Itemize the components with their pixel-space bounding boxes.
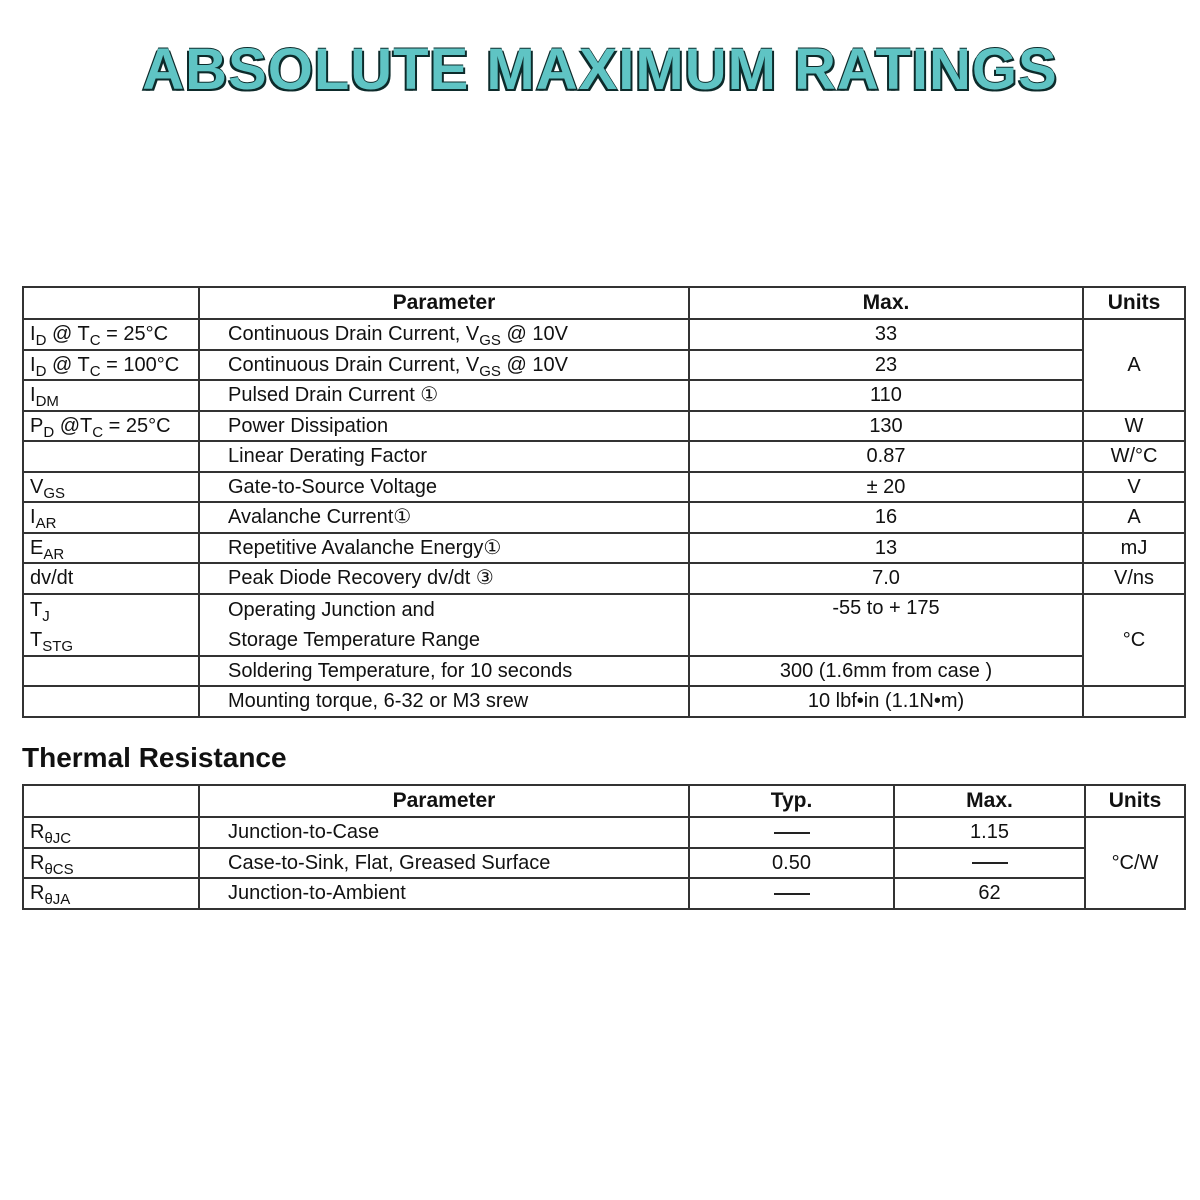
typ-cell bbox=[689, 878, 894, 909]
table-row bbox=[23, 878, 1185, 909]
symbol-cell bbox=[23, 686, 199, 717]
thermal-header-row bbox=[23, 785, 1185, 817]
max-cell: 1.15 bbox=[894, 817, 1085, 848]
symbol-cell: $R_{\theta JA}$ bbox=[23, 878, 199, 909]
units-cell: W/°C bbox=[1083, 441, 1185, 472]
max-cell: 110 bbox=[689, 380, 1083, 411]
max-cell bbox=[894, 848, 1085, 879]
parameter-cell: Mounting torque, 6-32 or M3 srew bbox=[199, 686, 689, 717]
thermal-resistance-table bbox=[22, 784, 1186, 910]
parameter-cell: Pulsed Drain Current ① bbox=[199, 380, 689, 411]
parameter-cell: Junction-to-Case bbox=[199, 817, 689, 848]
symbol-cell: dv/dt bbox=[23, 563, 199, 594]
symbol-cell: $E_{AR}$ bbox=[23, 533, 199, 564]
header-units: Units bbox=[1085, 785, 1185, 817]
parameter-cell: Peak Diode Recovery dv/dt ③ bbox=[199, 563, 689, 594]
dash-mark bbox=[774, 832, 810, 834]
header-typ: Typ. bbox=[689, 785, 894, 817]
units-cell: mJ bbox=[1083, 533, 1185, 564]
symbol-cell: $I_D$ @ $T_C = 25^\circ C$ bbox=[23, 319, 199, 350]
units-cell: W bbox=[1083, 411, 1185, 442]
units-cell: V/ns bbox=[1083, 563, 1185, 594]
parameter-cell: Avalanche Current① bbox=[199, 502, 689, 533]
max-cell: 23 bbox=[689, 350, 1083, 381]
parameter-cell: Soldering Temperature, for 10 seconds bbox=[199, 656, 689, 687]
table-row bbox=[23, 686, 1185, 717]
parameter-cell: Junction-to-Ambient bbox=[199, 878, 689, 909]
table-row bbox=[23, 563, 1185, 594]
max-cell: 130 bbox=[689, 411, 1083, 442]
units-cell: A bbox=[1083, 502, 1185, 533]
thermal-resistance-title: Thermal Resistance bbox=[22, 742, 287, 773]
max-cell: ± 20 bbox=[689, 472, 1083, 503]
symbol-cell: $T_J$ $T_{STG}$ bbox=[23, 594, 199, 656]
symbol-cell: $I_{DM}$ bbox=[23, 380, 199, 411]
table-row bbox=[23, 350, 1185, 381]
table-row bbox=[23, 817, 1185, 848]
parameter-cell: Linear Derating Factor bbox=[199, 441, 689, 472]
typ-cell: 0.50 bbox=[689, 848, 894, 879]
parameter-cell: Continuous Drain Current, $V_{GS}$ @ 10V bbox=[199, 319, 689, 350]
page-title: ABSOLUTE MAXIMUM RATINGS bbox=[142, 37, 1058, 102]
table-row bbox=[23, 656, 1185, 687]
typ-cell bbox=[689, 817, 894, 848]
symbol-cell: $P_D$ $@T_C = 25^\circ C$ bbox=[23, 411, 199, 442]
table-row bbox=[23, 594, 1185, 656]
symbol-cell: $V_{GS}$ bbox=[23, 472, 199, 503]
header-max: Max. bbox=[894, 785, 1085, 817]
parameter-cell: Repetitive Avalanche Energy① bbox=[199, 533, 689, 564]
parameter-cell: Gate-to-Source Voltage bbox=[199, 472, 689, 503]
table-row bbox=[23, 411, 1185, 442]
max-cell: 62 bbox=[894, 878, 1085, 909]
table-row bbox=[23, 319, 1185, 350]
symbol-cell: $R_{\theta CS}$ bbox=[23, 848, 199, 879]
max-cell: 10 lbf•in (1.1N•m) bbox=[689, 686, 1083, 717]
table-row bbox=[23, 848, 1185, 879]
header-units: Units bbox=[1083, 287, 1185, 319]
header-parameter: Parameter bbox=[199, 287, 689, 319]
symbol-cell bbox=[23, 656, 199, 687]
table-row bbox=[23, 380, 1185, 411]
header-symbol bbox=[23, 785, 199, 817]
max-cell: 0.87 bbox=[689, 441, 1083, 472]
symbol-cell: $I_{AR}$ bbox=[23, 502, 199, 533]
header-parameter: Parameter bbox=[199, 785, 689, 817]
units-cell: °C/W bbox=[1085, 817, 1185, 909]
parameter-cell: Continuous Drain Current, $V_{GS}$ @ 10V bbox=[199, 350, 689, 381]
units-cell bbox=[1083, 686, 1185, 717]
header-symbol bbox=[23, 287, 199, 319]
units-cell: °C bbox=[1083, 594, 1185, 687]
ratings-header-row bbox=[23, 287, 1185, 319]
table-row bbox=[23, 472, 1185, 503]
dash-mark bbox=[774, 893, 810, 895]
units-cell: V bbox=[1083, 472, 1185, 503]
max-cell: 16 bbox=[689, 502, 1083, 533]
table-row bbox=[23, 533, 1185, 564]
parameter-cell: Operating Junction and Storage Temperature Range bbox=[199, 594, 689, 656]
symbol-cell bbox=[23, 441, 199, 472]
symbol-cell: $I_D$ @ $T_C = 100^\circ C$ bbox=[23, 350, 199, 381]
table-row bbox=[23, 441, 1185, 472]
parameter-cell: Case-to-Sink, Flat, Greased Surface bbox=[199, 848, 689, 879]
dash-mark bbox=[972, 862, 1008, 864]
max-cell: 7.0 bbox=[689, 563, 1083, 594]
absolute-maximum-ratings-table bbox=[22, 286, 1186, 718]
symbol-cell: $R_{\theta JC}$ bbox=[23, 817, 199, 848]
max-cell: 33 bbox=[689, 319, 1083, 350]
header-max: Max. bbox=[689, 287, 1083, 319]
max-cell: 13 bbox=[689, 533, 1083, 564]
parameter-cell: Power Dissipation bbox=[199, 411, 689, 442]
max-cell: -55 to + 175 bbox=[689, 594, 1083, 656]
units-cell: A bbox=[1083, 319, 1185, 411]
table-row bbox=[23, 502, 1185, 533]
max-cell: 300 (1.6mm from case ) bbox=[689, 656, 1083, 687]
